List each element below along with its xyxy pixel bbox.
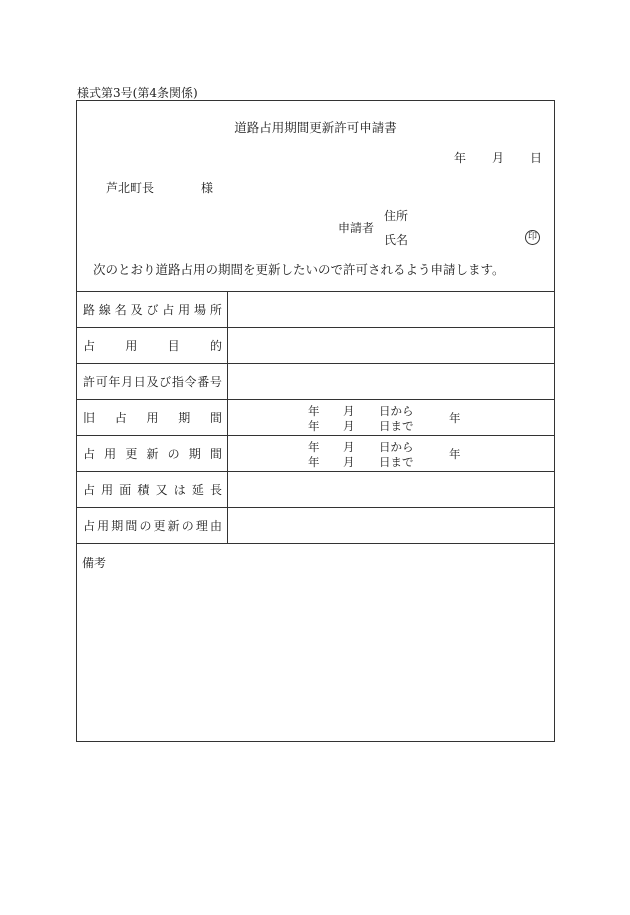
row-label-char: 場 [194,303,207,317]
application-form [76,100,555,742]
new-to-month: 月 [343,455,355,469]
area-length-field[interactable] [228,472,555,508]
old-duration-year: 年 [449,411,461,425]
row-label-char: 積 [137,483,150,497]
old-from-day: 日から [379,404,414,418]
seal-mark-icon: 印 [525,230,540,245]
row-label-char: の [167,447,180,461]
table-row [77,436,555,472]
date-day: 日 [530,151,543,165]
new-from-day: 日から [379,440,414,454]
intro-text: 次のとおり道路占用の期間を更新したいので許可されるよう申請します。 [93,262,505,277]
row-label-char: 間 [125,519,138,533]
table-row [77,472,555,508]
table-row [77,292,555,328]
form-table [76,291,555,544]
row-label-char: 用 [104,447,117,461]
row-label-char: 年 [108,375,121,389]
row-label-char: 期 [178,411,191,425]
row-label-char: 更 [153,519,166,533]
remarks-area[interactable] [76,543,555,742]
old-from-year: 年 [308,404,320,418]
old-period-field[interactable] [228,400,555,436]
date-month: 月 [492,151,505,165]
table-row [77,328,555,364]
old-to-month: 月 [343,419,355,433]
row-label [77,508,228,544]
row-label-char: 占 [114,411,127,425]
row-label-char: 占 [83,519,96,533]
row-label-char: 月 [121,375,134,389]
row-label [77,364,228,400]
new-to-day: 日まで [379,455,414,469]
row-label-char: 目 [167,339,180,353]
new-duration-year: 年 [449,447,461,461]
addressee-honorific: 様 [201,181,214,195]
applicant-label: 申請者 [338,221,375,235]
row-label-char: 旧 [83,411,96,425]
purpose-field[interactable] [228,328,555,364]
address-label: 住所 [384,209,409,223]
row-label [77,292,228,328]
row-label-char: 長 [209,483,222,497]
row-label-char: 期 [188,447,201,461]
row-label-char: 的 [209,339,222,353]
row-label-char: 面 [119,483,132,497]
row-label-char: の [181,519,194,533]
row-label-char: の [139,519,152,533]
row-label [77,472,228,508]
form-number-label: 様式第3号(第4条関係) [77,86,198,100]
row-label-char: 新 [167,519,180,533]
old-to-day: 日まで [379,419,414,433]
new-from-year: 年 [308,440,320,454]
row-label-char: 令 [184,375,197,389]
table-row [77,364,555,400]
row-label-char: 占 [83,447,96,461]
row-label-char: 可 [95,375,108,389]
row-label-char: 番 [197,375,210,389]
row-label-char: 用 [97,519,110,533]
row-label-char: 線 [98,303,111,317]
row-label-char: 日 [133,375,146,389]
row-label-char: 用 [101,483,114,497]
row-label [77,436,228,472]
row-label-char: は [173,483,186,497]
addressee-name: 芦北町長 [106,181,155,195]
row-label-char: 占 [83,339,96,353]
renewal-period-field[interactable] [228,436,555,472]
table-row [77,400,555,436]
row-label-char: 指 [171,375,184,389]
row-label-char: 及 [130,303,143,317]
permit-date-number-field[interactable] [228,364,555,400]
row-label-char: 理 [195,519,208,533]
row-label-char: 名 [114,303,127,317]
table-row [77,508,555,544]
row-label-char: 間 [209,447,222,461]
row-label-char: 期 [111,519,124,533]
row-label-char: 用 [178,303,191,317]
row-label [77,328,228,364]
name-label: 氏名 [384,233,409,247]
row-label-char: 占 [83,483,96,497]
date-year: 年 [454,151,467,165]
row-label-char: 用 [125,339,138,353]
row-label-char: 号 [209,375,222,389]
row-label-char: 又 [155,483,168,497]
old-from-month: 月 [343,404,355,418]
row-label-char: 占 [162,303,175,317]
row-label-char: 路 [83,303,96,317]
form-title: 道路占用期間更新許可申請書 [234,120,397,135]
row-label-char: 延 [191,483,204,497]
row-label-char: 用 [146,411,159,425]
row-label-char: 所 [209,303,222,317]
row-label-char: 更 [125,447,138,461]
remarks-label: 備考 [82,556,107,570]
new-from-month: 月 [343,440,355,454]
road-location-field[interactable] [228,292,555,328]
old-to-year: 年 [308,419,320,433]
renewal-reason-field[interactable] [228,508,555,544]
row-label [77,400,228,436]
new-to-year: 年 [308,455,320,469]
row-label-char: び [146,303,159,317]
row-label-char: 間 [209,411,222,425]
row-label-char: 新 [146,447,159,461]
row-label-char: 由 [209,519,222,533]
row-label-char: 許 [83,375,96,389]
row-label-char: 及 [146,375,159,389]
row-label-char: び [159,375,172,389]
